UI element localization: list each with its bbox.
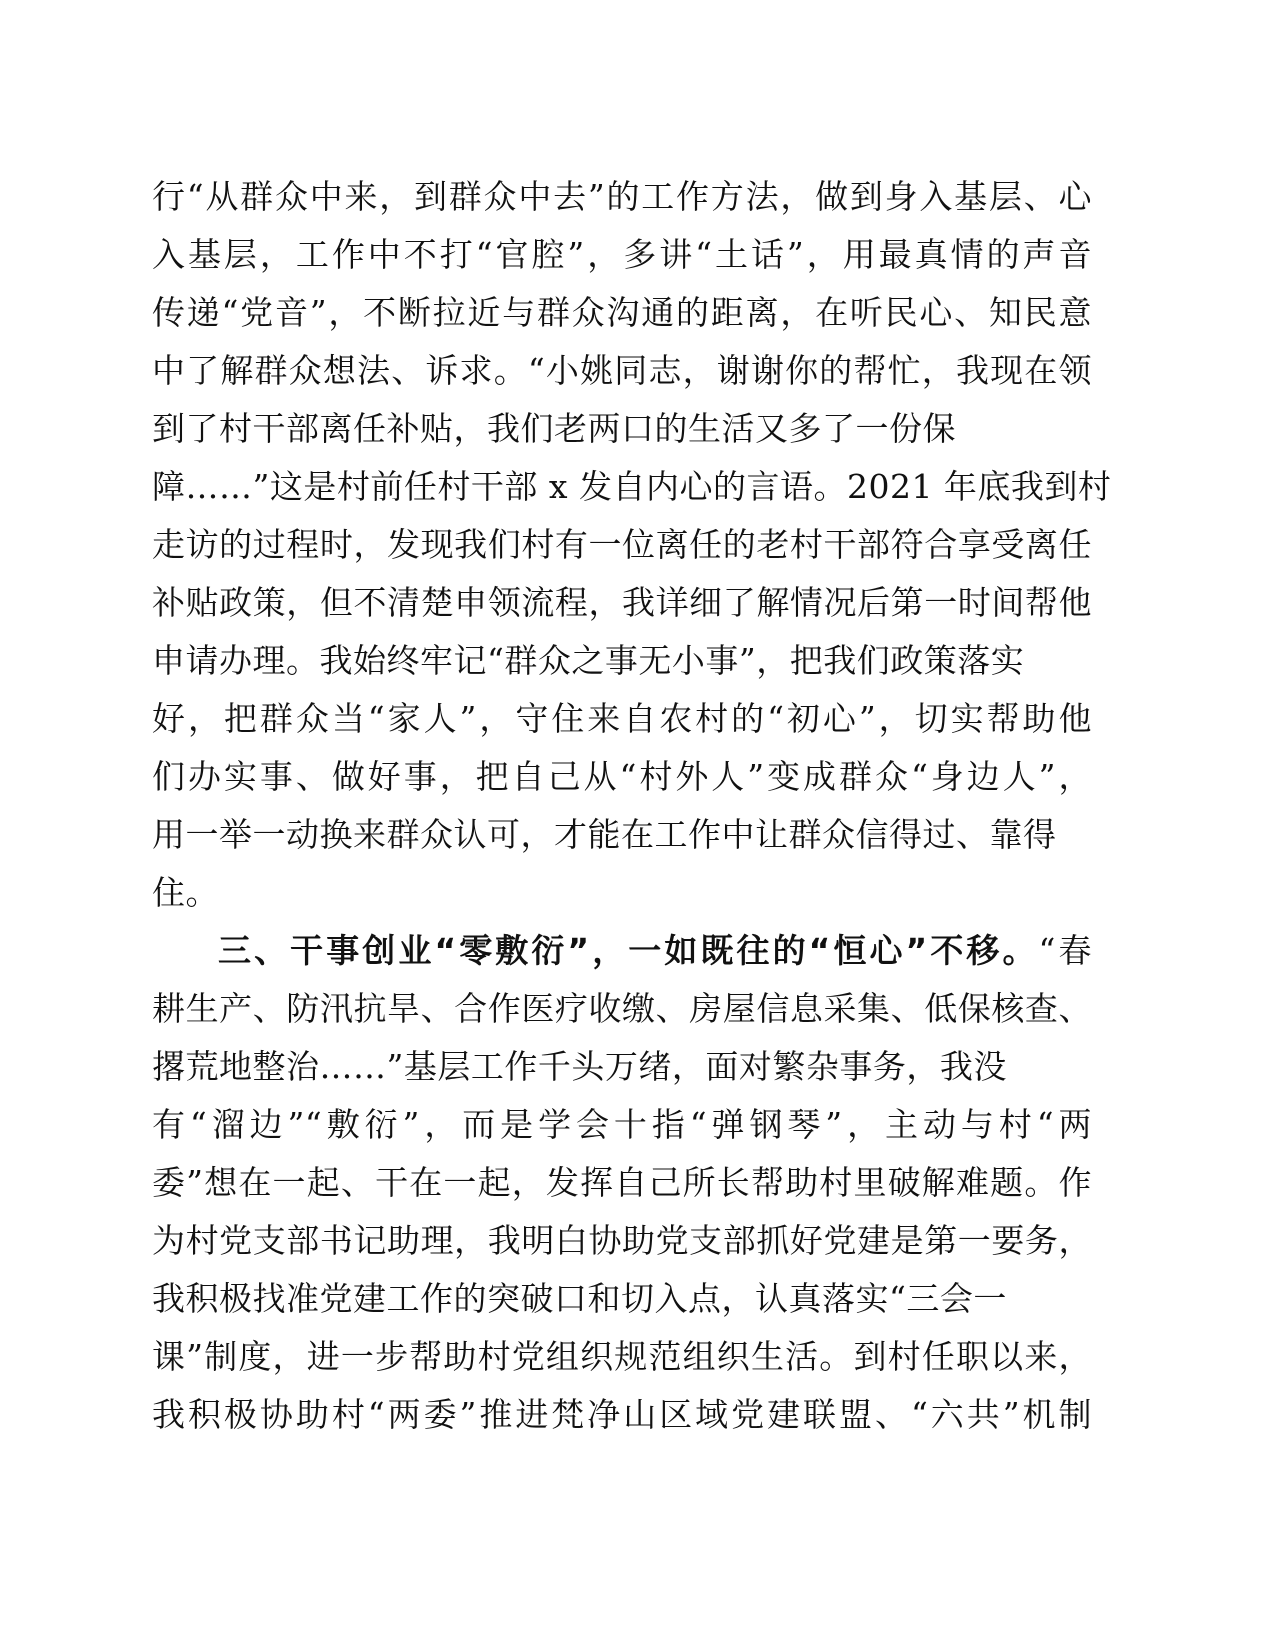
paragraph-line: 传递“党音”，不断拉近与群众沟通的距离，在听民心、知民意 [152,293,1092,332]
paragraph-line: 我积极协助村“两委”推进梵净山区域党建联盟、“六共”机制 [152,1395,1092,1434]
paragraph-line: 到了村干部离任补贴，我们老两口的生活又多了一份保 [152,409,956,448]
paragraph-line: 们办实事、做好事，把自己从“村外人”变成群众“身边人”， [152,757,1092,796]
paragraph-line: 撂荒地整治……”基层工作千头万绪，面对繁杂事务，我没 [152,1047,1007,1086]
paragraph-line: 用一举一动换来群众认可，才能在工作中让群众信得过、靠得 [152,815,1057,854]
paragraph-line: 中了解群众想法、诉求。“小姚同志，谢谢你的帮忙，我现在领 [152,351,1092,390]
paragraph-line: 障……”这是村前任村干部 x 发自内心的言语。2021 年底我到村 [152,467,1112,506]
section-heading-line [152,922,1092,980]
paragraph-line: 行“从群众中来，到群众中去”的工作方法，做到身入基层、心 [152,177,1092,216]
paragraph-line: 耕生产、防汛抗旱、合作医疗收缴、房屋信息采集、低保核查、 [152,989,1092,1028]
paragraph-line: 补贴政策，但不清楚申领流程，我详细了解情况后第一时间帮他 [152,583,1092,622]
paragraph-line: 委”想在一起、干在一起，发挥自己所长帮助村里破解难题。作 [152,1163,1092,1202]
paragraph-line: 我积极找准党建工作的突破口和切入点，认真落实“三会一 [152,1279,1007,1318]
paragraph-line: 好，把群众当“家人”，守住来自农村的“初心”，切实帮助他 [152,699,1092,738]
paragraph-line: 课”制度，进一步帮助村党组织规范组织生活。到村任职以来， [152,1337,1092,1376]
paragraph-line: 住。 [152,873,219,912]
paragraph-line: 有“溜边”“敷衍”，而是学会十指“弹钢琴”，主动与村“两 [152,1105,1092,1144]
paragraph-line: 为村党支部书记助理，我明白协助党支部抓好党建是第一要务， [152,1221,1092,1260]
paragraph-line: 入基层，工作中不打“官腔”，多讲“土话”，用最真情的声音 [152,235,1092,274]
section-heading: 三、干事创业“零敷衍”，一如既往的“恒心”不移。 [218,931,1039,970]
section-heading-tail: “春 [1038,931,1092,970]
paragraph-line: 走访的过程时，发现我们村有一位离任的老村干部符合享受离任 [152,525,1092,564]
paragraph-line: 申请办理。我始终牢记“群众之事无小事”，把我们政策落实 [152,641,1025,680]
